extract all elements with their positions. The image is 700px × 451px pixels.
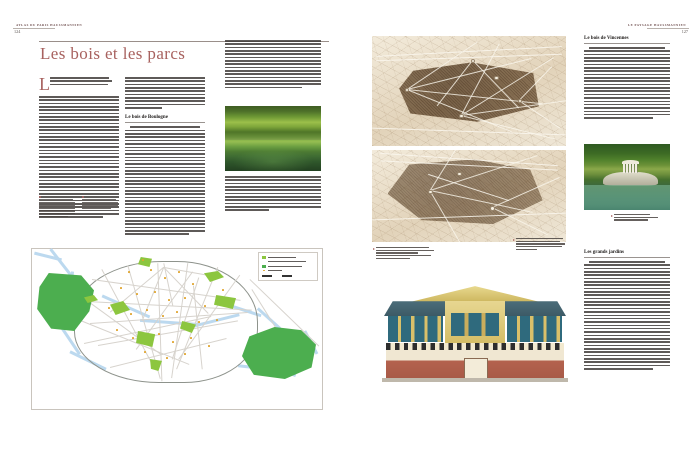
left-column-3b [225,176,321,213]
legend-swatch-icon [262,265,266,268]
section-heading-boulogne: Le bois de Boulogne [125,115,168,121]
right-folio: 127 [681,28,688,34]
legend-row-3 [262,269,314,272]
caption-chalet [516,238,568,251]
photo-lac-boulogne [225,106,321,171]
right-column-jardins [584,250,670,371]
left-running-head: ATLAS DU PARIS HAUSSMANNIEN [16,22,83,27]
section-heading-vincennes: Le bois de Vincennes [584,36,629,41]
footnote-1 [39,196,75,219]
section-heading-grands-jardins: Les grands jardins [584,250,625,255]
photo-bois-de-vincennes [584,144,670,210]
left-column-3 [225,40,321,90]
paris-parks-map [31,248,323,410]
caption-vincennes [614,214,662,222]
legend-label-2 [268,270,282,271]
footnote-2 [82,196,118,210]
footnote-marker-icon [39,196,41,198]
temple-rotonde-icon [622,160,639,173]
plate-chalet-boulogne [382,276,568,402]
dropcap: L [39,74,50,94]
legend-row-0 [262,256,314,259]
legend-swatch-icon [262,256,266,259]
left-column-2 [125,77,205,237]
right-column-vincennes [584,36,670,121]
caption-marker-icon [373,248,375,250]
footnote-marker-icon [82,196,84,198]
caption-marker-icon [513,239,515,241]
map-legend [258,252,318,281]
legend-row-2 [262,265,314,268]
caption-plans-boulogne [376,247,436,260]
legend-label-1 [268,266,302,267]
legend-row-1 [262,260,314,263]
plate-plan-boulogne-avant [372,36,566,146]
left-folio: 124 [14,28,21,34]
right-page [350,0,700,451]
right-running-head: LE PAYSAGE HAUSSMANNIEN [627,22,686,27]
plate-plan-boulogne-apres [372,150,566,242]
legend-label-0b [268,261,306,262]
map-scalebar [262,275,302,277]
page-title: Les bois et les parcs [40,44,186,63]
legend-dot-icon [262,269,266,272]
legend-label-0 [268,257,296,258]
caption-marker-icon [611,215,613,217]
